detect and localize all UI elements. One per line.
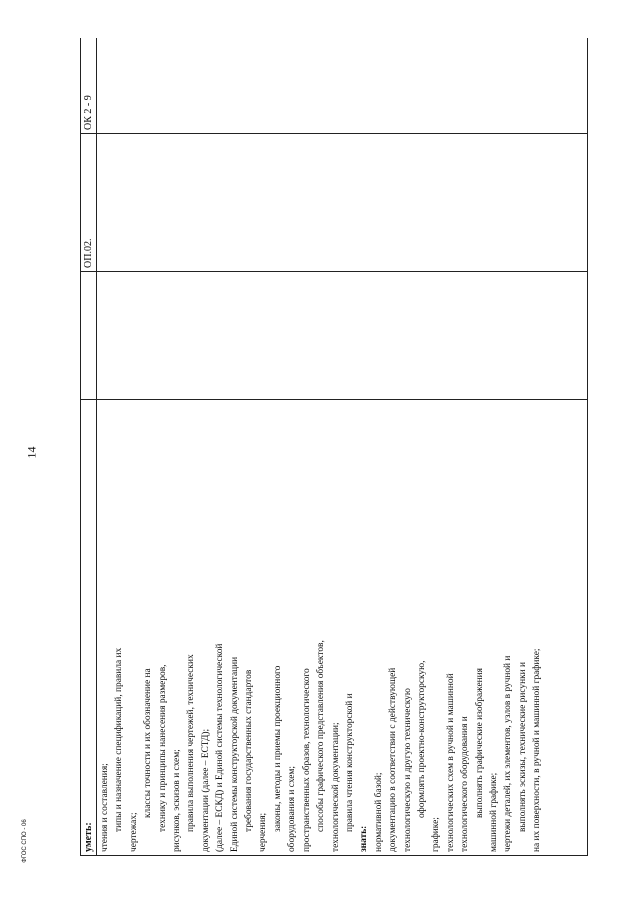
text-line: машинной графике; bbox=[488, 772, 499, 852]
cell-empty-b3 bbox=[97, 134, 588, 272]
text-line: технологической документации; bbox=[330, 722, 341, 852]
cell-empty-2 bbox=[81, 272, 97, 400]
text-line: выполнять эскизы, технические рисунки и bbox=[517, 661, 528, 832]
cell-content-text bbox=[97, 400, 588, 856]
text-line: классы точности и их обозначение на bbox=[143, 668, 154, 818]
page-number: 14 bbox=[24, 446, 39, 459]
text-line: требования государственных стандартов bbox=[244, 669, 255, 832]
competency-table bbox=[80, 38, 588, 856]
text-line-label-znat: знать: bbox=[359, 825, 370, 852]
text-line: Единой системы конструкторской документации bbox=[229, 656, 240, 852]
text-line: чертежах; bbox=[128, 812, 139, 852]
text-line: на их поверхности, в ручной и машинной графике; bbox=[532, 648, 543, 852]
text-line: оформлять проектно-конструкторскую, bbox=[416, 660, 427, 818]
text-line: чертежи деталей, их элементов, узлов в ручной и bbox=[503, 655, 514, 852]
text-line: рисунков, эскизов и схем; bbox=[172, 749, 183, 852]
text-line: чтения и составления; bbox=[100, 763, 110, 852]
footer-code: ФГОС СПО - 06 bbox=[22, 819, 28, 863]
cell-code-ok: ОК 2 - 9 bbox=[81, 38, 97, 134]
text-line: оборудования и схем; bbox=[287, 766, 298, 852]
text-line: пространственных образов, технологического bbox=[301, 668, 312, 852]
text-line: документации (далее – ЕСТД); bbox=[200, 728, 211, 852]
text-line: технологического оборудования и bbox=[460, 716, 471, 852]
rotated-table-area bbox=[80, 38, 588, 856]
cell-code-op: ОП.02. bbox=[81, 134, 97, 272]
text-line: технологических схем в ручной и машинной bbox=[445, 673, 456, 852]
text-line: нормативной базой; bbox=[373, 772, 384, 852]
text-line: типы и назначение спецификаций, правила их bbox=[114, 647, 125, 832]
table-header-row bbox=[81, 38, 97, 856]
cell-empty-b4 bbox=[97, 38, 588, 134]
text-line: документацию в соответствии с действующей bbox=[388, 667, 399, 852]
text-line: графике; bbox=[431, 817, 442, 852]
text-line: выполнять графические изображения bbox=[474, 668, 485, 818]
cell-umet: уметь: bbox=[81, 400, 97, 856]
text-line: законы, методы и приемы проекционного bbox=[272, 665, 283, 832]
text-line: правила выполнения чертежей, технических bbox=[186, 654, 197, 832]
table-landscape-canvas bbox=[80, 38, 588, 856]
table-body-row bbox=[97, 38, 588, 856]
text-line: черчения; bbox=[258, 812, 269, 852]
text-line: способы графического представления объектов, bbox=[316, 640, 327, 832]
text-line: правила чтения конструкторской и bbox=[344, 693, 355, 832]
text-line: технику и принципы нанесения размеров, bbox=[157, 664, 168, 832]
text-line: технологическую и другую техническую bbox=[402, 688, 413, 852]
cell-empty-b2 bbox=[97, 272, 588, 400]
text-line: (далее – ЕСКД) и Единой системы технологической bbox=[215, 643, 226, 852]
